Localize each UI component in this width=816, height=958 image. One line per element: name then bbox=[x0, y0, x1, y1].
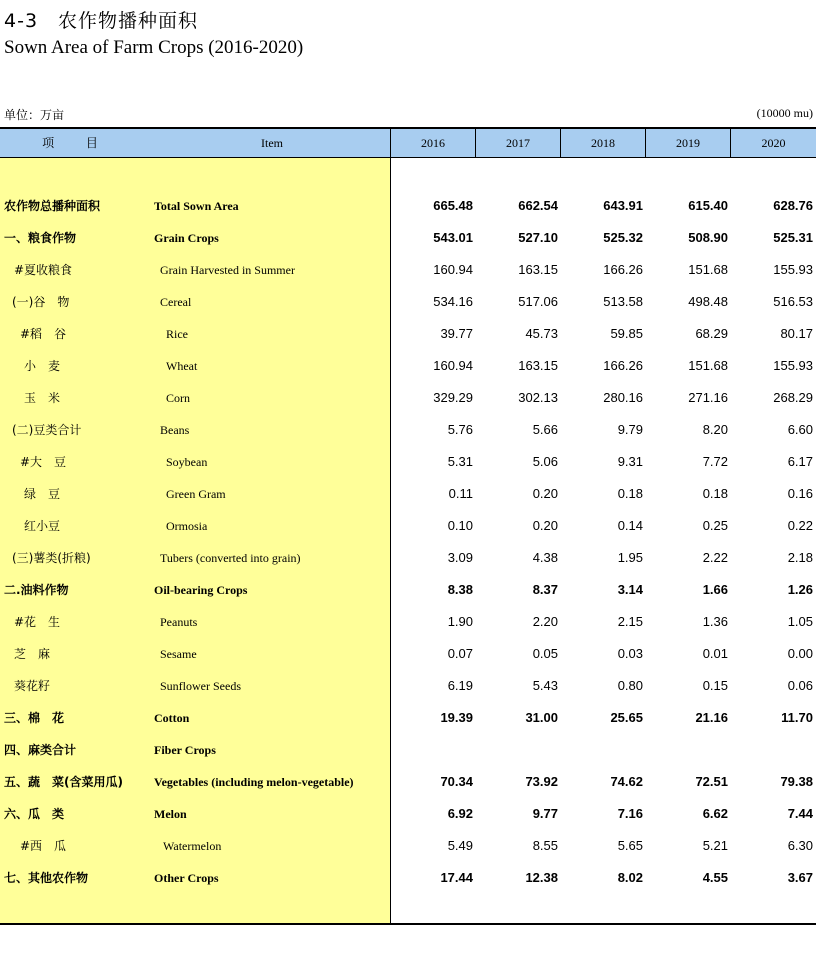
value-cell: 643.91 bbox=[603, 198, 643, 213]
value-cell: 151.68 bbox=[688, 262, 728, 277]
table-row bbox=[0, 254, 816, 286]
unit-label-en: (10000 mu) bbox=[756, 106, 813, 120]
value-cell: 19.39 bbox=[440, 710, 473, 725]
value-cell: 615.40 bbox=[688, 198, 728, 213]
value-cell: 0.06 bbox=[787, 678, 813, 693]
table-header bbox=[0, 129, 816, 158]
value-cell: 0.18 bbox=[702, 486, 728, 501]
value-cell: 525.32 bbox=[603, 230, 643, 245]
header-year: 2016 bbox=[421, 136, 445, 150]
value-cell: 163.15 bbox=[518, 358, 558, 373]
row-label-cn: 五、蔬 菜(含菜用瓜) bbox=[4, 775, 123, 789]
row-label-en: Watermelon bbox=[163, 839, 222, 853]
value-cell: 0.07 bbox=[447, 646, 473, 661]
row-label-cn: 二.油料作物 bbox=[4, 583, 69, 597]
value-cell: 8.20 bbox=[702, 422, 728, 437]
value-cell: 302.13 bbox=[518, 390, 558, 405]
row-label-cn: 葵花籽 bbox=[14, 679, 51, 693]
value-cell: 513.58 bbox=[603, 294, 643, 309]
row-label-cn: 三、棉 花 bbox=[4, 711, 65, 725]
value-cell: 0.22 bbox=[787, 518, 813, 533]
value-cell: 525.31 bbox=[773, 230, 813, 245]
header-year: 2018 bbox=[591, 136, 615, 150]
value-cell: 6.19 bbox=[447, 678, 473, 693]
value-cell: 0.18 bbox=[617, 486, 643, 501]
row-label-en: Cereal bbox=[160, 295, 192, 309]
value-cell bbox=[563, 734, 643, 766]
row-label-cn: #西 瓜 bbox=[20, 839, 67, 853]
value-cell: 543.01 bbox=[433, 230, 473, 245]
row-label-en: Peanuts bbox=[160, 615, 198, 629]
value-cell: 2.22 bbox=[702, 550, 728, 565]
page-title-en: Sown Area of Farm Crops (2016-2020) bbox=[4, 37, 304, 58]
row-label-en: Grain Crops bbox=[154, 231, 219, 245]
value-cell: 6.62 bbox=[702, 806, 728, 821]
value-cell: 662.54 bbox=[518, 198, 558, 213]
table-row bbox=[0, 382, 816, 414]
value-cell: 25.65 bbox=[610, 710, 643, 725]
value-cell: 0.01 bbox=[702, 646, 728, 661]
table-row bbox=[0, 862, 816, 894]
table-bottom-rule bbox=[0, 923, 816, 925]
value-cell: 5.21 bbox=[702, 838, 728, 853]
row-label-cn: #夏收粮食 bbox=[14, 263, 73, 277]
value-cell: 0.20 bbox=[532, 518, 558, 533]
value-cell bbox=[648, 734, 728, 766]
value-cell: 163.15 bbox=[518, 262, 558, 277]
value-cell: 31.00 bbox=[525, 710, 558, 725]
value-cell: 665.48 bbox=[433, 198, 473, 213]
value-cell: 160.94 bbox=[433, 358, 473, 373]
table-row bbox=[0, 702, 816, 734]
row-label-cn: 玉 米 bbox=[24, 391, 61, 405]
value-cell: 0.11 bbox=[448, 486, 473, 501]
value-cell: 5.65 bbox=[617, 838, 643, 853]
value-cell: 0.25 bbox=[702, 518, 728, 533]
value-cell: 73.92 bbox=[525, 774, 558, 789]
header-year: 2020 bbox=[761, 136, 786, 150]
value-cell: 59.85 bbox=[610, 326, 643, 341]
value-cell: 74.62 bbox=[610, 774, 643, 789]
row-label-cn: 小 麦 bbox=[24, 359, 61, 373]
column-divider bbox=[730, 129, 731, 158]
value-cell: 0.00 bbox=[787, 646, 813, 661]
value-cell: 68.29 bbox=[695, 326, 728, 341]
row-label-en: Oil-bearing Crops bbox=[154, 583, 248, 597]
row-label-cn: #花 生 bbox=[14, 615, 61, 629]
row-label-cn: (二)豆类合计 bbox=[12, 423, 82, 437]
table-row bbox=[0, 542, 816, 574]
value-cell: 166.26 bbox=[603, 262, 643, 277]
row-label-en: Total Sown Area bbox=[154, 199, 239, 213]
value-cell: 17.44 bbox=[440, 870, 473, 885]
table-row bbox=[0, 318, 816, 350]
value-cell: 11.70 bbox=[781, 710, 813, 725]
value-cell: 1.26 bbox=[787, 582, 813, 597]
value-cell: 527.10 bbox=[518, 230, 558, 245]
value-cell: 21.16 bbox=[695, 710, 728, 725]
value-cell: 3.67 bbox=[787, 870, 813, 885]
value-cell: 160.94 bbox=[433, 262, 473, 277]
table-row bbox=[0, 606, 816, 638]
value-cell: 1.66 bbox=[702, 582, 728, 597]
row-label-en: Beans bbox=[160, 423, 190, 437]
header-item-en: Item bbox=[261, 136, 283, 150]
value-cell: 9.31 bbox=[617, 454, 643, 469]
row-label-en: Rice bbox=[166, 327, 188, 341]
value-cell: 5.43 bbox=[532, 678, 558, 693]
value-cell: 517.06 bbox=[518, 294, 558, 309]
row-label-en: Sunflower Seeds bbox=[160, 679, 241, 693]
value-cell: 6.60 bbox=[787, 422, 813, 437]
value-cell: 166.26 bbox=[603, 358, 643, 373]
value-cell: 5.76 bbox=[447, 422, 473, 437]
table-body bbox=[0, 190, 816, 894]
row-label-cn: (三)薯类(折粮) bbox=[12, 551, 91, 565]
value-cell: 79.38 bbox=[780, 774, 813, 789]
value-cell: 0.20 bbox=[532, 486, 558, 501]
header-item-cn: 项 目 bbox=[42, 136, 112, 150]
value-cell: 2.20 bbox=[532, 614, 558, 629]
row-label-cn: 四、麻类合计 bbox=[4, 743, 77, 757]
row-label-cn: 芝 麻 bbox=[14, 647, 51, 661]
row-label-cn: 红小豆 bbox=[24, 519, 61, 533]
value-cell: 4.38 bbox=[532, 550, 558, 565]
row-label-en: Other Crops bbox=[154, 871, 219, 885]
table-row bbox=[0, 670, 816, 702]
data-table bbox=[0, 127, 816, 925]
value-cell: 6.92 bbox=[447, 806, 473, 821]
row-label-en: Soybean bbox=[166, 455, 208, 469]
value-cell: 271.16 bbox=[688, 390, 728, 405]
value-cell: 8.38 bbox=[447, 582, 473, 597]
row-label-cn: #稻 谷 bbox=[20, 327, 67, 341]
table-row bbox=[0, 286, 816, 318]
row-label-en: Ormosia bbox=[166, 519, 208, 533]
column-divider bbox=[560, 129, 561, 158]
value-cell: 5.06 bbox=[532, 454, 558, 469]
row-label-en: Wheat bbox=[166, 359, 198, 373]
column-divider bbox=[645, 129, 646, 158]
row-label-en: Melon bbox=[154, 807, 187, 821]
row-label-en: Cotton bbox=[154, 711, 190, 725]
value-cell: 0.16 bbox=[787, 486, 813, 501]
value-cell: 12.38 bbox=[525, 870, 558, 885]
row-label-en: Sesame bbox=[160, 647, 197, 661]
value-cell: 7.44 bbox=[787, 806, 813, 821]
value-cell: 0.10 bbox=[447, 518, 473, 533]
table-row bbox=[0, 766, 816, 798]
value-cell: 70.34 bbox=[440, 774, 473, 789]
value-cell: 1.90 bbox=[447, 614, 473, 629]
table-row bbox=[0, 414, 816, 446]
value-cell: 6.17 bbox=[787, 454, 813, 469]
page-title-cn: 4-3 农作物播种面积 bbox=[4, 10, 199, 32]
value-cell: 151.68 bbox=[688, 358, 728, 373]
table-row bbox=[0, 478, 816, 510]
value-cell: 7.16 bbox=[617, 806, 643, 821]
row-label-en: Grain Harvested in Summer bbox=[160, 263, 295, 277]
value-cell: 39.77 bbox=[440, 326, 473, 341]
value-cell: 1.95 bbox=[617, 550, 643, 565]
table-row bbox=[0, 830, 816, 862]
value-cell bbox=[478, 734, 558, 766]
value-cell: 498.48 bbox=[688, 294, 728, 309]
row-label-cn: 六、瓜 类 bbox=[4, 807, 65, 821]
value-cell: 8.55 bbox=[532, 838, 558, 853]
row-label-en: Fiber Crops bbox=[154, 743, 216, 757]
row-label-cn: 一、粮食作物 bbox=[4, 231, 77, 245]
value-cell: 5.66 bbox=[532, 422, 558, 437]
value-cell: 45.73 bbox=[525, 326, 558, 341]
row-label-en: Vegetables (including melon-vegetable) bbox=[154, 775, 354, 789]
value-cell: 155.93 bbox=[773, 358, 813, 373]
value-cell: 0.05 bbox=[532, 646, 558, 661]
value-cell: 0.80 bbox=[617, 678, 643, 693]
value-cell: 7.72 bbox=[702, 454, 728, 469]
value-cell: 155.93 bbox=[773, 262, 813, 277]
value-cell: 5.31 bbox=[447, 454, 473, 469]
value-cell: 516.53 bbox=[773, 294, 813, 309]
row-label-en: Corn bbox=[166, 391, 190, 405]
row-label-cn: (一)谷 物 bbox=[12, 295, 70, 309]
value-cell bbox=[733, 734, 813, 766]
value-cell: 268.29 bbox=[773, 390, 813, 405]
value-cell: 280.16 bbox=[603, 390, 643, 405]
value-cell: 80.17 bbox=[780, 326, 813, 341]
value-cell: 0.15 bbox=[702, 678, 728, 693]
value-cell: 1.05 bbox=[787, 614, 813, 629]
value-cell: 0.14 bbox=[617, 518, 643, 533]
row-label-en: Green Gram bbox=[166, 487, 226, 501]
row-label-cn: #大 豆 bbox=[20, 455, 67, 469]
value-cell: 534.16 bbox=[433, 294, 473, 309]
table-row bbox=[0, 190, 816, 222]
value-cell: 9.77 bbox=[532, 806, 558, 821]
value-cell: 329.29 bbox=[433, 390, 473, 405]
table-row bbox=[0, 638, 816, 670]
table-row bbox=[0, 510, 816, 542]
value-cell: 6.30 bbox=[787, 838, 813, 853]
value-cell: 3.14 bbox=[617, 582, 643, 597]
value-cell: 0.03 bbox=[617, 646, 643, 661]
row-label-cn: 七、其他农作物 bbox=[4, 871, 89, 885]
table-row bbox=[0, 574, 816, 606]
row-label-cn: 绿 豆 bbox=[24, 487, 61, 501]
header-year: 2017 bbox=[506, 136, 530, 150]
value-cell: 628.76 bbox=[773, 198, 813, 213]
value-cell: 8.37 bbox=[532, 582, 558, 597]
value-cell: 8.02 bbox=[617, 870, 643, 885]
header-year: 2019 bbox=[676, 136, 700, 150]
table-row bbox=[0, 222, 816, 254]
table-row bbox=[0, 734, 816, 766]
value-cell: 508.90 bbox=[688, 230, 728, 245]
value-cell: 5.49 bbox=[447, 838, 473, 853]
table-row bbox=[0, 798, 816, 830]
value-cell: 9.79 bbox=[617, 422, 643, 437]
unit-label-cn: 单位：万亩 bbox=[4, 108, 65, 122]
value-cell: 4.55 bbox=[702, 870, 728, 885]
table-row bbox=[0, 446, 816, 478]
table-row bbox=[0, 350, 816, 382]
value-cell: 72.51 bbox=[695, 774, 728, 789]
value-cell: 2.18 bbox=[787, 550, 813, 565]
value-cell bbox=[393, 734, 473, 766]
value-cell: 2.15 bbox=[617, 614, 643, 629]
row-label-cn: 农作物总播种面积 bbox=[4, 199, 101, 213]
column-divider bbox=[475, 129, 476, 158]
value-cell: 1.36 bbox=[702, 614, 728, 629]
value-cell: 3.09 bbox=[447, 550, 473, 565]
row-label-en: Tubers (converted into grain) bbox=[160, 551, 301, 565]
